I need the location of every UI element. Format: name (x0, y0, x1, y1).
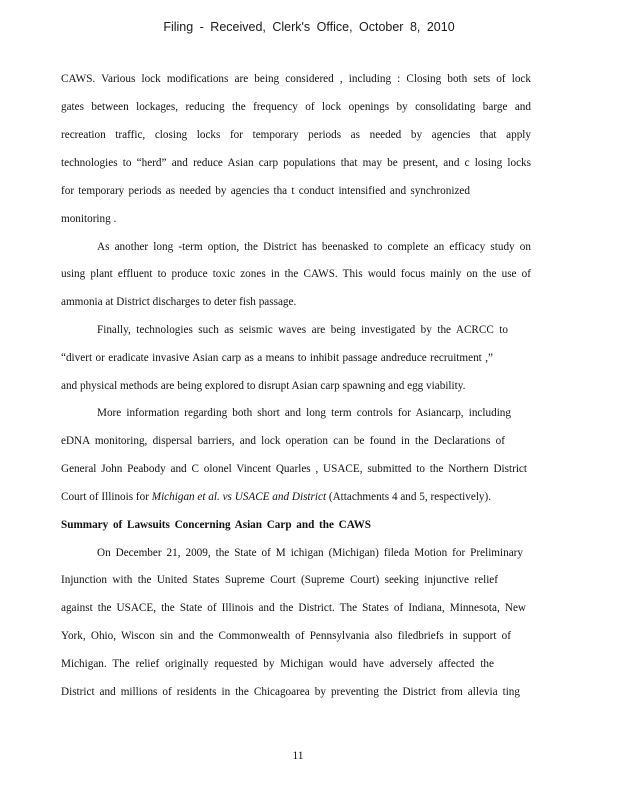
body-line: and physical methods are being explored to disrupt Asian carp spawning and egg viability. (61, 380, 466, 392)
body-line: using plant effluent to produce toxic zones in the CAWS. This would focus mainly on the use of (61, 268, 531, 280)
citation-pre: Court of Illinois for (61, 491, 152, 503)
citation-post: (Attachments 4 and 5, respectively). (326, 491, 492, 503)
body-line: monitoring . (61, 213, 117, 225)
body-line: eDNA monitoring, dispersal barriers, and lock operation can be found in the Declarations of (61, 435, 505, 447)
body-line: York, Ohio, Wiscon sin and the Commonwealth of Pennsylvania also filedbriefs in support of (61, 630, 511, 642)
filing-header: Filing - Received, Clerk's Office, October 8, 2010 (163, 20, 455, 34)
body-line: for temporary periods as needed by agencies tha t conduct intensified and synchronized (61, 185, 470, 197)
body-line: ammonia at District discharges to deter fish passage. (61, 296, 297, 308)
case-name: Michigan et al. vs USACE and District (151, 491, 327, 503)
body-line: against the USACE, the State of Illinois and the District. The States of Indiana, Minnesota, New (61, 602, 526, 614)
body-line: Finally, technologies such as seismic waves are being investigated by the ACRCC to (97, 324, 508, 336)
body-line: More information regarding both short and long term controls for Asiancarp, including (97, 407, 511, 419)
body-line: recreation traffic, closing locks for temporary periods as needed by agencies that apply (61, 129, 531, 141)
body-line: technologies to “herd” and reduce Asian carp populations that may be present, and c losing locks (61, 157, 531, 169)
body-line: “divert or eradicate invasive Asian carp as a means to inhibit passage andreduce recruitment ,” (61, 352, 493, 364)
section-heading: Summary of Lawsuits Concerning Asian Carp and the CAWS (61, 519, 371, 531)
body-line: District and millions of residents in the Chicagoarea by preventing the District from allevia ting (61, 686, 520, 698)
body-line: Injunction with the United States Supreme Court (Supreme Court) seeking injunctive relief (61, 574, 498, 586)
body-line: On December 21, 2009, the State of M ichigan (Michigan) fileda Motion for Preliminary (97, 547, 523, 559)
body-line: Michigan. The relief originally requested by Michigan would have adversely affected the (61, 658, 494, 670)
court-citation-line (61, 490, 531, 504)
body-line: gates between lockages, reducing the frequency of lock openings by consolidating barge and (61, 101, 531, 113)
page-number: 11 (292, 750, 304, 762)
body-line: General John Peabody and C olonel Vincent Quarles , USACE, submitted to the Northern District (61, 463, 527, 475)
body-line: CAWS. Various lock modifications are being considered , including : Closing both sets of lock (61, 73, 531, 85)
body-line: As another long -term option, the District has beenasked to complete an efficacy study on (97, 241, 531, 253)
